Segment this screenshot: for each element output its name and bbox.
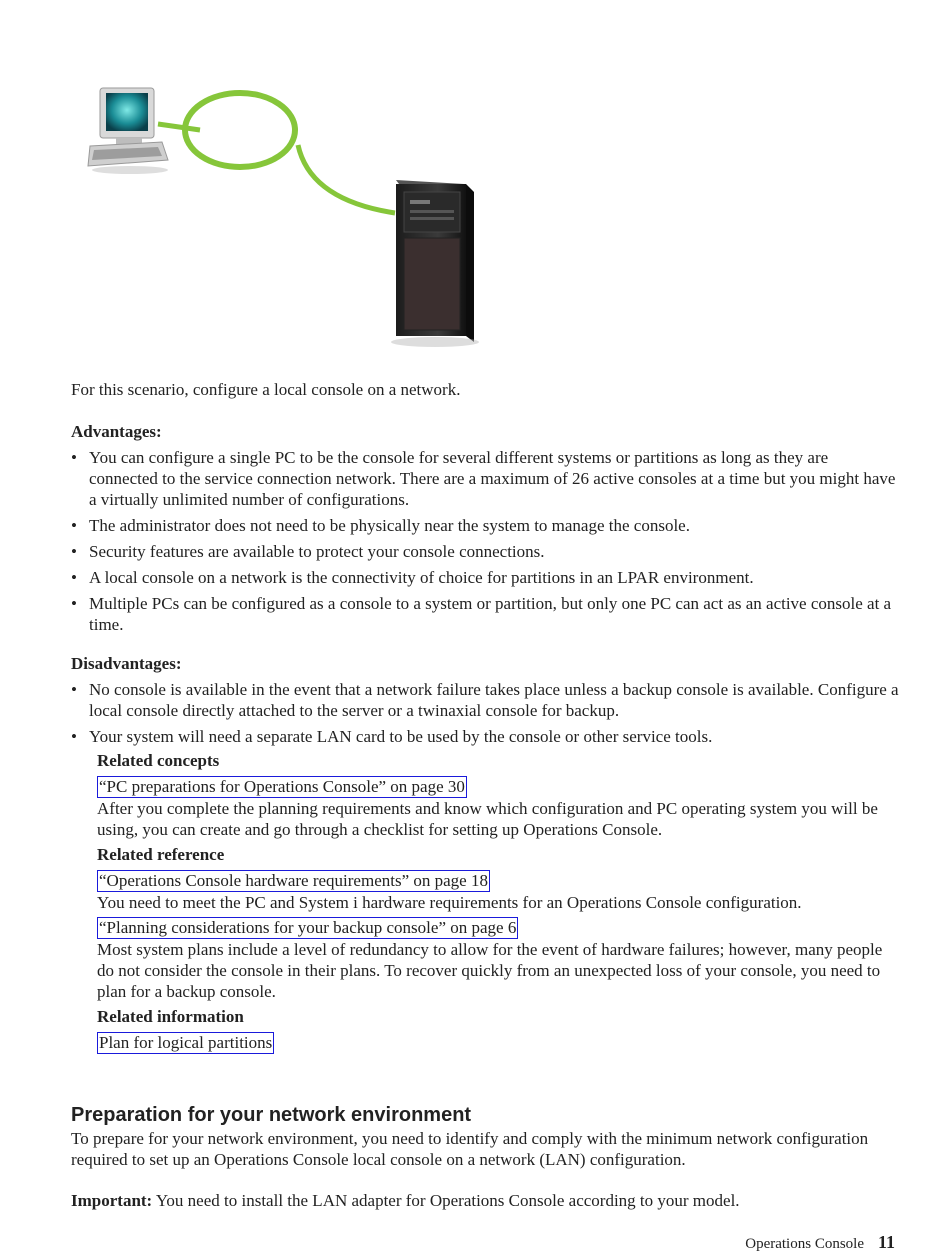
page-number: 11	[877, 1232, 895, 1252]
intro-text: For this scenario, configure a local console on a network.	[71, 380, 461, 399]
bullet-icon: •	[71, 594, 77, 613]
disadvantages-heading: Disadvantages:	[71, 654, 182, 673]
advantages-list	[71, 447, 901, 635]
bullet-icon: •	[71, 448, 77, 467]
important-note	[71, 1190, 901, 1211]
list-item: • Security features are available to protect your console connections.	[71, 542, 545, 561]
network-section	[71, 1105, 901, 1211]
related-concepts-heading: Related concepts	[97, 751, 220, 770]
link-description: You need to meet the PC and System i hardware requirements for an Operations Console configuration.	[97, 893, 802, 912]
advantages-section	[71, 421, 901, 640]
link-backup-console[interactable]: “Planning considerations for your backup console” on page 6	[99, 918, 517, 937]
advantages-heading: Advantages:	[71, 422, 162, 441]
bullet-icon: •	[71, 542, 77, 561]
link-plan-logical-partitions[interactable]: Plan for logical partitions	[99, 1033, 273, 1052]
server-icon	[391, 180, 479, 347]
related-reference-heading: Related reference	[97, 845, 225, 864]
section-heading: Preparation for your network environment	[71, 1104, 472, 1126]
list-item: • Multiple PCs can be configured as a console to a system or partition, but only one PC can act as an active console at a time.	[71, 594, 892, 634]
related-links	[97, 750, 897, 1054]
network-diagram	[80, 80, 500, 350]
disadvantages-section	[71, 653, 901, 747]
link-pc-preparations[interactable]: “PC preparations for Operations Console” on page 30	[99, 777, 465, 796]
page-footer	[745, 1232, 895, 1253]
list-item: • A local console on a network is the connectivity of choice for partitions in an LPAR environment.	[71, 568, 754, 587]
disadvantages-list	[71, 679, 901, 747]
link-hardware-requirements[interactable]: “Operations Console hardware requirements” on page 18	[99, 871, 488, 890]
bullet-icon: •	[71, 568, 77, 587]
list-item: • Your system will need a separate LAN card to be used by the console or other service tools.	[71, 727, 713, 746]
section-body: To prepare for your network environment, you need to identify and comply with the minimum network configuration required to set up an Operations Console local console on a network (LAN) configuration.	[71, 1129, 869, 1169]
list-item: • You can configure a single PC to be the console for several different systems or partitions as long as they are connected to the service connection network. There are a maximum of 26 active consoles at a time but you might have a virtually unlimited number of configurations.	[71, 448, 896, 509]
important-text: You need to install the LAN adapter for Operations Console according to your model.	[155, 1191, 740, 1210]
list-item: • The administrator does not need to be physically near the system to manage the console.	[71, 516, 690, 535]
link-description: After you complete the planning requirements and know which configuration and PC operating system you will be using, you can create and go through a checklist for setting up Operations Console.	[97, 799, 878, 839]
footer-title: Operations Console	[745, 1236, 864, 1252]
related-information-heading: Related information	[97, 1007, 244, 1026]
bullet-icon: •	[71, 680, 77, 699]
important-label: Important:	[71, 1191, 153, 1210]
bullet-icon: •	[71, 727, 77, 746]
pc-icon	[88, 88, 168, 174]
link-description: Most system plans include a level of redundancy to allow for the event of hardware failures; however, many people do not consider the console in their plans. To recover quickly from an unexpected loss of your console, you need to plan for a backup console.	[97, 940, 883, 1001]
network-ring	[158, 93, 395, 213]
bullet-icon: •	[71, 516, 77, 535]
list-item: • No console is available in the event that a network failure takes place unless a backup console is available. Configure a local console directly attached to the server or a twinaxial console for backup.	[71, 680, 899, 720]
